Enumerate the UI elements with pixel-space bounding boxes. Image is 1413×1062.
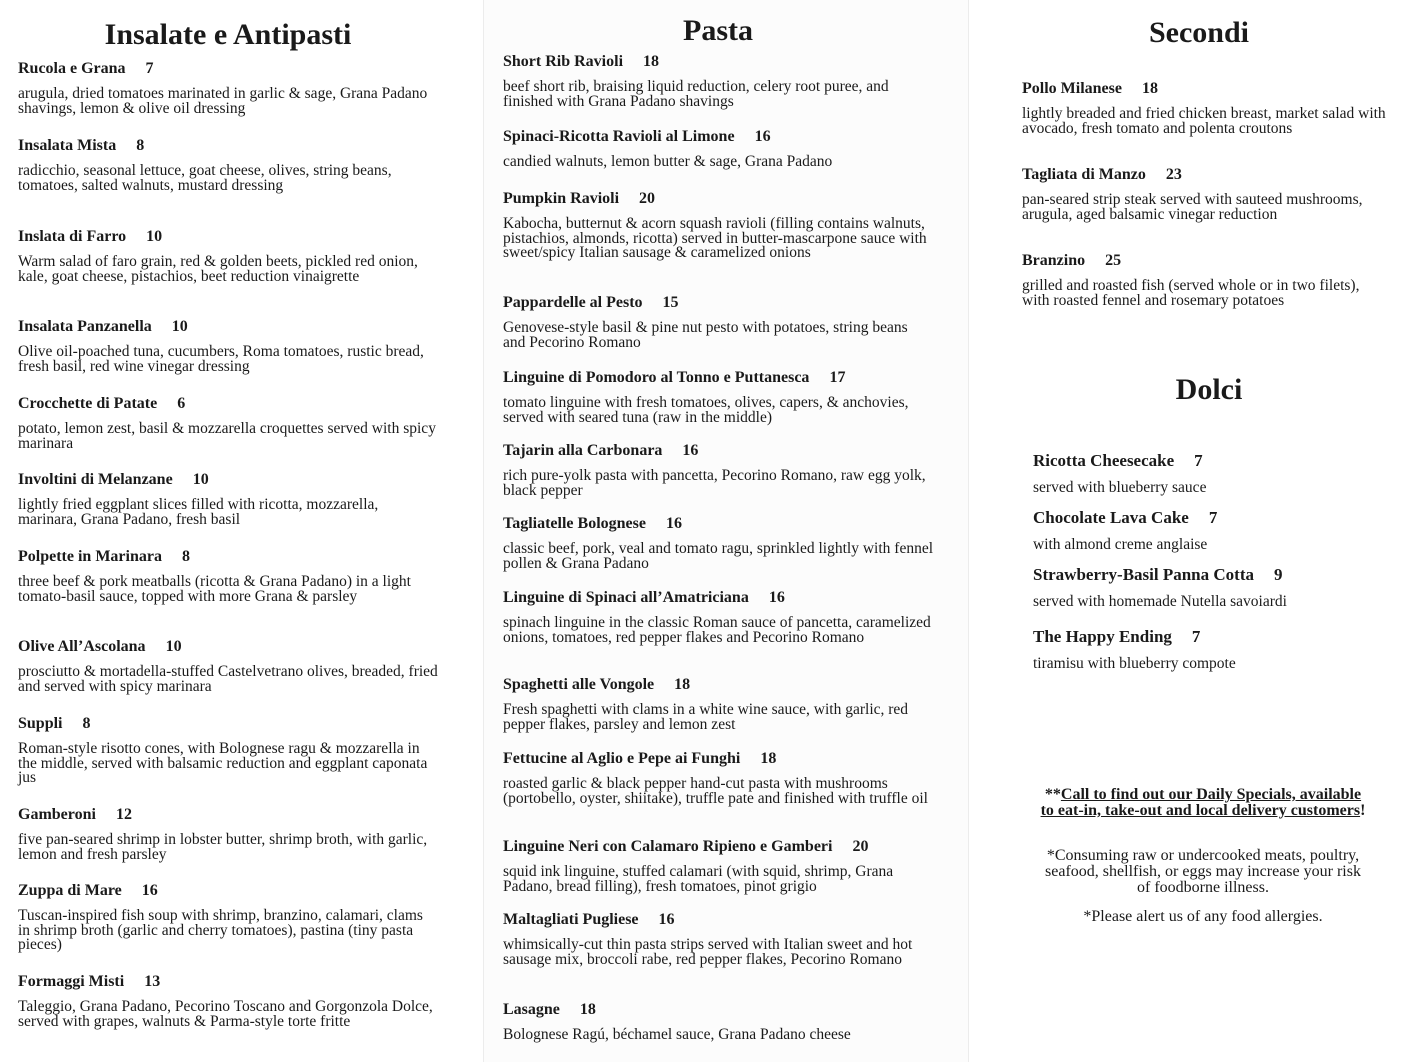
dolci-item: [1033, 566, 1393, 610]
pasta-item-price: 15: [662, 294, 679, 311]
specials-lead: **: [1044, 786, 1061, 803]
antipasti-item: [18, 137, 438, 193]
pasta-item-description: whimsically-cut thin pasta strips served with Italian sweet and hot sausage mix, broccoli rabe, red pepper flakes, Pecorino Romano: [503, 936, 913, 968]
antipasti-item-name: Suppli: [18, 715, 63, 732]
antipasti-item: [18, 471, 438, 527]
pasta-item-price: 17: [829, 369, 846, 386]
pasta-item: [503, 294, 933, 350]
secondi-item-price: 23: [1165, 166, 1182, 183]
allergy-notice: *Please alert us of any food allergies.: [1083, 908, 1323, 925]
antipasti-item-description: potato, lemon zest, basil & mozzarella croquettes served with spicy marinara: [18, 420, 436, 452]
pasta-item-heading: [503, 750, 933, 768]
secondi-item-heading: [1022, 252, 1387, 270]
pasta-item-description: classic beef, pork, veal and tomato ragu, sprinkled lightly with fennel pollen & Grana Padano: [503, 540, 934, 572]
antipasti-item: [18, 806, 438, 862]
secondi-item-description: lightly breaded and fried chicken breast, market salad with avocado, fresh tomato and polenta croutons: [1022, 105, 1386, 137]
pasta-item-name: Tagliatelle Bolognese: [503, 515, 646, 532]
antipasti-item: [18, 60, 438, 116]
antipasti-item-price: 10: [192, 471, 209, 488]
pasta-item-description: roasted garlic & black pepper hand-cut pasta with mushrooms (portobello, oyster, shiitake), truffle pate and finished with truffle oil: [503, 775, 928, 807]
secondi-item-heading: [1022, 80, 1387, 98]
dolci-item-name: Ricotta Cheesecake: [1033, 451, 1175, 470]
antipasti-item: [18, 548, 438, 604]
dolci-item-price: 7: [1194, 451, 1203, 470]
secondi-title: Secondi: [1148, 16, 1250, 49]
antipasti-item: [18, 395, 438, 451]
antipasti-item-name: Olive All’Ascolana: [18, 638, 146, 655]
dolci-item-description: with almond creme anglaise: [1033, 536, 1208, 553]
pasta-item-heading: [503, 53, 933, 71]
pasta-item-description: Kabocha, butternut & acorn squash ravioli (filling contains walnuts, pistachios, almonds, ricotta) served in butter-mascarpone sauce with sweet/spicy Italian sausage & caramelized onions: [503, 215, 927, 261]
pasta-item-heading: [503, 589, 933, 607]
antipasti-item-heading: [18, 548, 438, 566]
pasta-item-name: Linguine di Spinaci all’Amatriciana: [503, 589, 749, 606]
pasta-item-heading: [503, 442, 933, 460]
pasta-title: Pasta: [683, 14, 753, 47]
antipasti-title: Insalate e Antipasti: [104, 18, 352, 51]
pasta-item-price: 16: [682, 442, 699, 459]
pasta-item-description: rich pure-yolk pasta with pancetta, Pecorino Romano, raw egg yolk, black pepper: [503, 467, 926, 499]
pasta-item: [503, 128, 933, 170]
antipasti-item-description: arugula, dried tomatoes marinated in garlic & sage, Grana Padano shavings, lemon & olive oil dressing: [18, 85, 428, 117]
antipasti-item: [18, 973, 438, 1029]
antipasti-item-description: radicchio, seasonal lettuce, goat cheese, olives, string beans, tomatoes, salted walnuts, mustard dressing: [18, 162, 392, 194]
secondi-item-name: Branzino: [1022, 252, 1086, 269]
antipasti-item-price: 8: [181, 548, 190, 565]
antipasti-item-heading: [18, 395, 438, 413]
pasta-item-heading: [503, 128, 933, 146]
antipasti-item: [18, 715, 438, 786]
foodborne-warning: *Consuming raw or undercooked meats, poultry, seafood, shellfish, or eggs may increase your risk of foodborne illness.: [1045, 847, 1361, 896]
pasta-item-name: Pumpkin Ravioli: [503, 190, 620, 207]
pasta-item-name: Tajarin alla Carbonara: [503, 442, 663, 459]
antipasti-item-description: lightly fried eggplant slices filled with ricotta, mozzarella, marinara, Grana Padano, fresh basil: [18, 496, 379, 528]
antipasti-item-description: three beef & pork meatballs (ricotta & Grana Padano) in a light tomato-basil sauce, topped with more Grana & parsley: [18, 573, 411, 605]
secondi-item-price: 25: [1105, 252, 1122, 269]
antipasti-item-name: Formaggi Misti: [18, 973, 125, 990]
pasta-item-description: Fresh spaghetti with clams in a white wine sauce, with garlic, red pepper flakes, parsley and lemon zest: [503, 701, 909, 733]
pasta-item-description: spinach linguine in the classic Roman sauce of pancetta, caramelized onions, tomatoes, red pepper flakes and Pecorino Romano: [503, 614, 931, 646]
pasta-item-price: 20: [852, 838, 869, 855]
pasta-item-heading: [503, 911, 933, 929]
pasta-item-price: 16: [768, 589, 785, 606]
antipasti-panel: [0, 0, 478, 1062]
dolci-item-price: 7: [1208, 508, 1218, 527]
pasta-item-price: 16: [658, 911, 675, 928]
antipasti-item-heading: [18, 715, 438, 733]
dolci-item-description: served with blueberry sauce: [1033, 479, 1207, 496]
pasta-item: [503, 750, 933, 806]
secondi-item-price: 18: [1141, 80, 1158, 97]
antipasti-item-name: Crocchette di Patate: [18, 395, 158, 412]
pasta-item-price: 18: [674, 676, 691, 693]
antipasti-item-name: Rucola e Grana: [18, 60, 126, 77]
antipasti-item-heading: [18, 471, 438, 489]
antipasti-item-heading: [18, 973, 438, 991]
antipasti-item-heading: [18, 228, 438, 246]
dolci-item-heading: [1033, 566, 1393, 584]
daily-specials-notice: [1038, 787, 1368, 819]
antipasti-item-heading: [18, 60, 438, 78]
pasta-item-heading: [503, 369, 933, 387]
pasta-item-heading: [503, 294, 933, 312]
secondi-item: [1022, 166, 1387, 222]
dolci-item-description: tiramisu with blueberry compote: [1033, 655, 1236, 672]
antipasti-item-heading: [18, 137, 438, 155]
pasta-item: [503, 838, 933, 894]
specials-tail: !: [1360, 802, 1366, 819]
dolci-item: [1033, 509, 1393, 553]
pasta-item-heading: [503, 515, 933, 533]
pasta-item-name: Maltagliati Pugliese: [503, 911, 639, 928]
secondi-item-heading: [1022, 166, 1387, 184]
pasta-item-description: tomato linguine with fresh tomatoes, olives, capers, & anchovies, served with seared tuna (raw in the middle): [503, 394, 909, 426]
antipasti-item-heading: [18, 318, 438, 336]
pasta-item-name: Pappardelle al Pesto: [503, 294, 643, 311]
pasta-item: [503, 442, 933, 498]
pasta-item: [503, 369, 933, 425]
antipasti-item: [18, 638, 438, 694]
antipasti-item-description: Olive oil-poached tuna, cucumbers, Roma tomatoes, rustic bread, fresh basil, red wine vinegar dressing: [18, 343, 424, 375]
antipasti-item-name: Insalata Mista: [18, 137, 117, 154]
pasta-item-description: Bolognese Ragú, béchamel sauce, Grana Padano cheese: [503, 1026, 851, 1043]
secondi-item-name: Pollo Milanese: [1022, 80, 1122, 97]
antipasti-item-name: Inslata di Farro: [18, 228, 127, 245]
pasta-item-name: Fettucine al Aglio e Pepe ai Funghi: [503, 750, 741, 767]
antipasti-item-price: 10: [165, 638, 182, 655]
secondi-item-description: grilled and roasted fish (served whole or in two filets), with roasted fennel and rosemary potatoes: [1022, 277, 1360, 309]
antipasti-item: [18, 228, 438, 284]
antipasti-item-description: Tuscan-inspired fish soup with shrimp, branzino, calamari, clams in shrimp broth (garlic and cherry tomatoes), pastina (tiny pasta pieces): [18, 907, 423, 953]
pasta-item-description: beef short rib, braising liquid reduction, celery root puree, and finished with Grana Padano shavings: [503, 78, 889, 110]
antipasti-item-heading: [18, 806, 438, 824]
dolci-item-name: Chocolate Lava Cake: [1033, 508, 1189, 527]
antipasti-item-price: 7: [145, 60, 154, 77]
dolci-item-heading: [1033, 509, 1393, 527]
pasta-item-name: Short Rib Ravioli: [503, 53, 624, 70]
pasta-item-description: squid ink linguine, stuffed calamari (with squid, shrimp, Grana Padano, bread filling), fresh tomatoes, pinot grigio: [503, 863, 894, 895]
pasta-item-description: Genovese-style basil & pine nut pesto with potatoes, string beans and Pecorino Romano: [503, 319, 908, 351]
dolci-item-name: Strawberry-Basil Panna Cotta: [1033, 565, 1254, 584]
dolci-item-name: The Happy Ending: [1033, 627, 1172, 646]
dolci-title: Dolci: [1175, 373, 1243, 406]
dolci-item-heading: [1033, 452, 1393, 470]
antipasti-item-name: Polpette in Marinara: [18, 548, 162, 565]
pasta-item-heading: [503, 1001, 933, 1019]
antipasti-item-description: Warm salad of faro grain, red & golden beets, pickled red onion, kale, goat cheese, pistachios, beet reduction vinaigrette: [18, 253, 418, 285]
secondi-item-name: Tagliata di Manzo: [1022, 166, 1146, 183]
antipasti-item-heading: [18, 882, 438, 900]
dolci-item-heading: [1033, 628, 1393, 646]
antipasti-item: [18, 318, 438, 374]
pasta-item-name: Lasagne: [503, 1001, 560, 1018]
pasta-item-price: 18: [643, 53, 660, 70]
antipasti-item-price: 8: [136, 137, 145, 154]
antipasti-item-price: 6: [177, 395, 186, 412]
secondi-item: [1022, 252, 1387, 308]
pasta-item-heading: [503, 190, 933, 208]
dolci-item-price: 7: [1191, 627, 1201, 646]
antipasti-item-name: Gamberoni: [18, 806, 96, 823]
secondi-dolci-panel: [974, 0, 1413, 1062]
pasta-item-name: Spaghetti alle Vongole: [503, 676, 655, 693]
pasta-item-price: 20: [639, 190, 656, 207]
pasta-item: [503, 53, 933, 109]
antipasti-item-description: prosciutto & mortadella-stuffed Castelvetrano olives, breaded, fried and served with spicy marinara: [18, 663, 438, 695]
antipasti-item-price: 10: [171, 318, 188, 335]
pasta-item-heading: [503, 838, 933, 856]
pasta-item: [503, 589, 933, 645]
secondi-item-description: pan-seared strip steak served with sauteed mushrooms, arugula, aged balsamic vinegar reduction: [1022, 191, 1363, 223]
pasta-item-price: 18: [579, 1001, 596, 1018]
pasta-item-name: Spinaci-Ricotta Ravioli al Limone: [503, 128, 735, 145]
pasta-item-heading: [503, 676, 933, 694]
pasta-item-name: Linguine di Pomodoro al Tonno e Puttanesca: [503, 369, 810, 386]
antipasti-item-price: 16: [141, 882, 158, 899]
antipasti-item-description: five pan-seared shrimp in lobster butter, shrimp broth, with garlic, lemon and fresh parsley: [18, 831, 428, 863]
dolci-item-description: served with homemade Nutella savoiardi: [1033, 593, 1287, 610]
pasta-item: [503, 1001, 933, 1043]
antipasti-item-heading: [18, 638, 438, 656]
pasta-item-price: 16: [665, 515, 682, 532]
specials-text: Call to find out our Daily Specials, available to eat-in, take-out and local delivery customers: [1040, 786, 1362, 819]
antipasti-item-name: Zuppa di Mare: [18, 882, 122, 899]
antipasti-item-price: 10: [146, 228, 163, 245]
antipasti-item-description: Roman-style risotto cones, with Bolognese ragu & mozzarella in the middle, served with balsamic reduction and eggplant caponata jus: [18, 740, 428, 786]
dolci-item-price: 9: [1273, 565, 1283, 584]
pasta-item: [503, 190, 933, 261]
pasta-item-price: 18: [760, 750, 777, 767]
antipasti-item-description: Taleggio, Grana Padano, Pecorino Toscano and Gorgonzola Dolce, served with grapes, walnuts & Parma-style torte fritte: [18, 998, 433, 1030]
pasta-item: [503, 676, 933, 732]
antipasti-item-price: 13: [144, 973, 161, 990]
antipasti-item-price: 12: [115, 806, 132, 823]
antipasti-item-name: Involtini di Melanzane: [18, 471, 173, 488]
pasta-item-name: Linguine Neri con Calamaro Ripieno e Gamberi: [503, 838, 833, 855]
pasta-panel: [483, 0, 969, 1062]
pasta-item-price: 16: [754, 128, 771, 145]
dolci-item: [1033, 628, 1393, 672]
antipasti-item-name: Insalata Panzanella: [18, 318, 152, 335]
pasta-item: [503, 515, 933, 571]
pasta-item: [503, 911, 933, 967]
secondi-item: [1022, 80, 1387, 136]
antipasti-item-price: 8: [82, 715, 91, 732]
pasta-item-description: candied walnuts, lemon butter & sage, Grana Padano: [503, 153, 833, 170]
antipasti-item: [18, 882, 438, 953]
dolci-item: [1033, 452, 1393, 496]
